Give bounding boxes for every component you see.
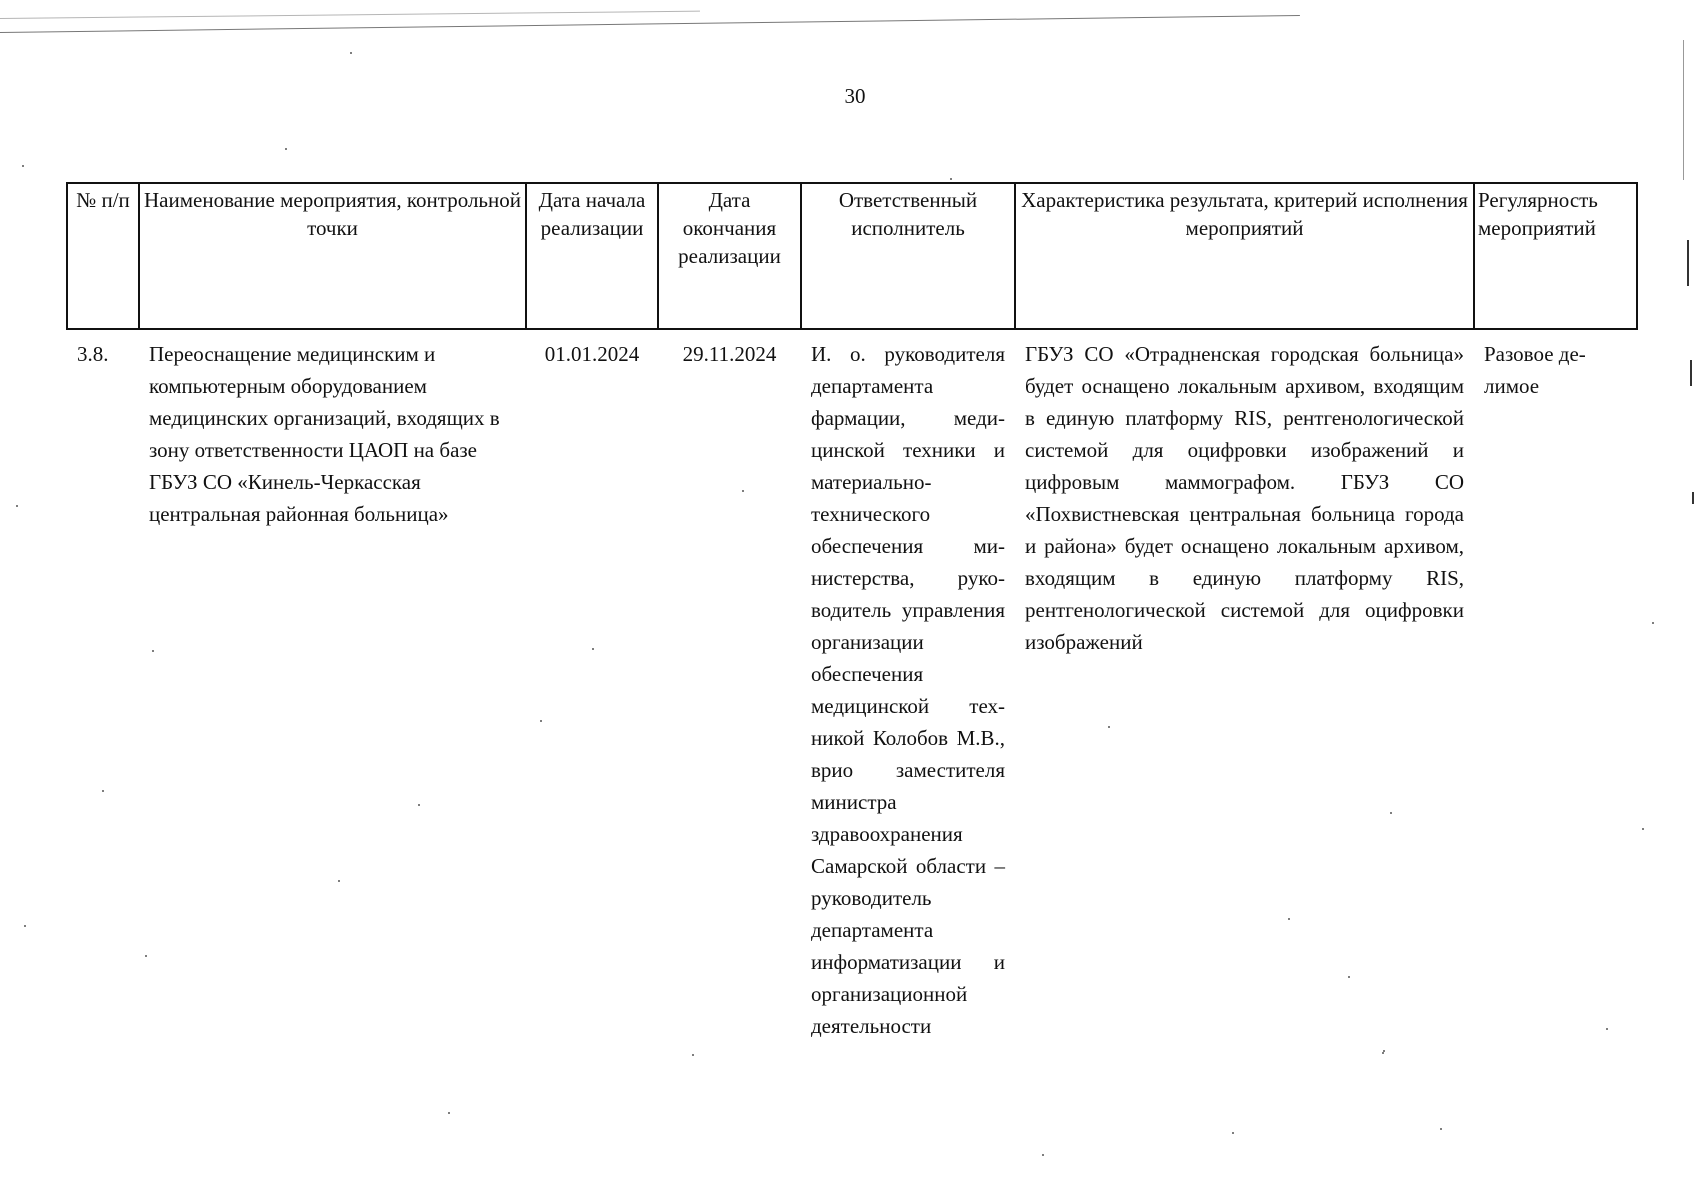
activities-table [66,182,1638,1058]
header-name: Наименование мероприятия, контрольной точки [139,183,526,329]
scan-speck [448,1112,450,1114]
header-num: № п/п [67,183,139,329]
table-header [67,183,1637,329]
cell-start-date: 01.01.2024 [544,342,640,366]
scan-speck [1042,1154,1044,1156]
scan-speck [350,52,352,54]
header-row [67,183,1637,329]
scan-edge-mark [1692,492,1694,504]
cell-name: Переоснащение медицинским и компьютерным оборудованием медицинских организаций, входящих в зону ответственности ЦАОП на базе ГБУЗ СО «Кинель-Черкасская центральная районная больница» [149,342,500,526]
header-end-date: Дата окончания реализации [658,183,801,329]
page-number: 30 [844,84,866,108]
scan-speck [1642,828,1644,830]
scan-speck [1440,1128,1442,1130]
scan-speck [22,165,24,167]
header-regularity: Регулярность мероприятий [1474,183,1637,329]
header-start-date: Дата начала реализации [526,183,658,329]
scan-edge-mark [1687,240,1689,286]
scan-speck [950,178,952,180]
scan-edge-mark [1683,40,1684,180]
header-characteristic: Характеристика результата, критерий исполнения мероприятий [1015,183,1474,329]
cell-regularity: Разовое делимое [1484,342,1586,398]
scan-speck [16,505,18,507]
scan-speck [1652,622,1654,624]
scan-top-line [0,15,1300,33]
cell-characteristic: ГБУЗ СО «Отрадненская городская больница» будет оснащено локальным архивом, входящим в единую платформу RIS, рентгенологической системой для оцифровки изображений и цифровым маммографом. ГБУЗ СО «Похвистневская центральная больница города и района» будет оснащено локальным архивом, входящим в единую платформу RIS, рентгенологической системой для оцифровки изображений [1025,342,1464,654]
table-row [67,329,1637,1058]
scan-speck [285,148,287,150]
cell-responsible: И. о. руководителя департамента фармации, медицинской техники и материально-технического обеспечения министерства, руководитель управления организации обеспечения медицинской техникой Колобов М.В., врио заместителя министра здравоохранения Самарской области – руководитель департамента информатизации и организационной деятельности [811,342,1005,1038]
cell-num: 3.8. [77,342,109,366]
scan-speck [24,925,26,927]
table-body [67,329,1637,1058]
scan-speck [1232,1132,1234,1134]
scan-top-line-faint [0,11,700,19]
scan-edge-mark [1690,360,1692,386]
cell-end-date: 29.11.2024 [682,342,777,366]
header-responsible: Ответственный исполнитель [801,183,1015,329]
